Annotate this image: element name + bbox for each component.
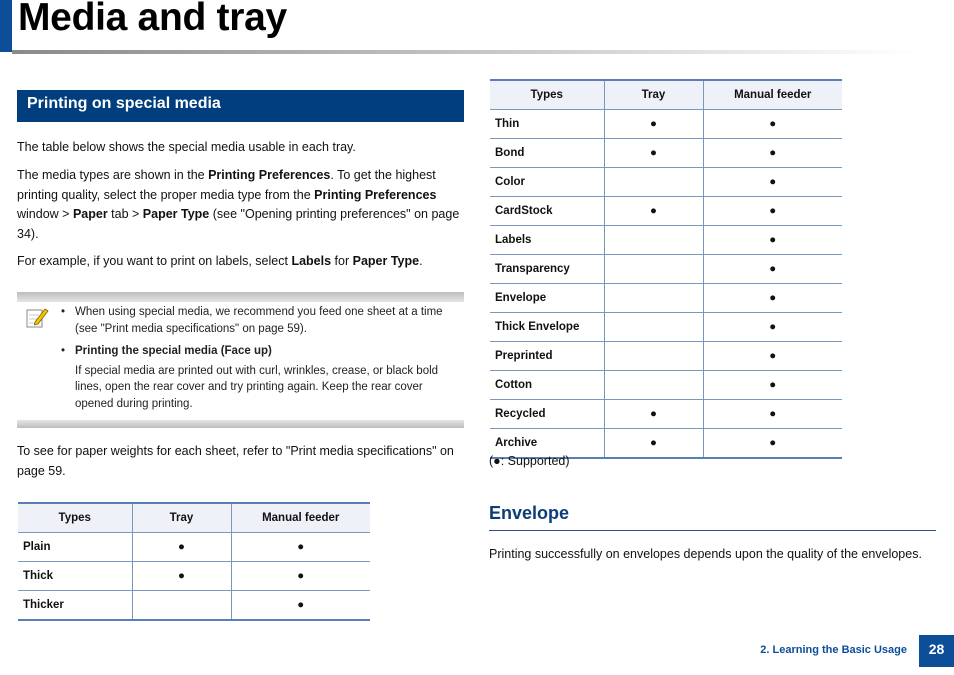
text-run: for [331, 254, 353, 268]
header-types: Types [18, 503, 132, 533]
media-type-cell: Envelope [490, 284, 604, 313]
text-run: The media types are shown in the [17, 168, 209, 182]
manual-feeder-cell: ● [703, 197, 842, 226]
tray-cell: ● [604, 110, 703, 139]
media-table-right [490, 79, 842, 459]
table-row [490, 110, 842, 139]
section-title: Printing on special media [27, 95, 221, 112]
tray-cell: ● [604, 400, 703, 429]
table-row [490, 226, 842, 255]
media-type-cell: Bond [490, 139, 604, 168]
manual-feeder-cell: ● [231, 533, 370, 562]
manual-feeder-cell: ● [703, 226, 842, 255]
intro-paragraph: The table below shows the special media usable in each tray. [17, 140, 356, 154]
media-type-cell: Archive [490, 429, 604, 459]
envelope-heading: Envelope [489, 503, 570, 523]
table-row [490, 255, 842, 284]
media-type-cell: Thick Envelope [490, 313, 604, 342]
manual-feeder-cell: ● [703, 429, 842, 459]
bullet: • [61, 345, 66, 357]
note-item-1 [61, 304, 463, 337]
bold-run: Printing Preferences [208, 168, 331, 182]
header-types: Types [490, 80, 604, 110]
manual-feeder-cell: ● [703, 139, 842, 168]
table-row [18, 562, 370, 591]
supported-legend: (●: Supported) [489, 454, 570, 468]
manual-feeder-cell: ● [703, 342, 842, 371]
table-row [490, 284, 842, 313]
media-type-cell: CardStock [490, 197, 604, 226]
text-run: . [419, 254, 423, 268]
bold-run: Paper [72, 207, 108, 221]
note-top-bar [17, 292, 464, 302]
media-type-cell: Transparency [490, 255, 604, 284]
note-pencil-icon [25, 306, 49, 330]
note-item-text: When using special media, we recommend you feed one sheet at a time (see "Print media specifications" on page 59). [75, 306, 443, 335]
page-title: Media and tray [18, 0, 287, 39]
header-tray: Tray [132, 503, 231, 533]
media-type-cell: Thin [490, 110, 604, 139]
table-row [18, 591, 370, 621]
bold-run: Labels [291, 254, 332, 268]
text-run: window > [17, 207, 73, 221]
bold-run: Paper Type [352, 254, 420, 268]
table-row [490, 313, 842, 342]
note-text [61, 304, 463, 418]
page-number: 28 [919, 635, 954, 667]
tray-cell [604, 342, 703, 371]
text-run: For example, if you want to print on labels, select [17, 254, 292, 268]
envelope-paragraph: Printing successfully on envelopes depends upon the quality of the envelopes. [489, 547, 922, 561]
tray-cell [604, 371, 703, 400]
media-type-cell: Thicker [18, 591, 132, 621]
manual-feeder-cell: ● [703, 313, 842, 342]
manual-feeder-cell: ● [703, 400, 842, 429]
tray-cell: ● [604, 197, 703, 226]
text-run: (see "Opening printing preferences" on page 34). [17, 207, 460, 241]
tray-cell [604, 284, 703, 313]
table-row [490, 197, 842, 226]
paper-weights-paragraph: To see for paper weights for each sheet, refer to "Print media specifications" on page 59. [17, 444, 454, 478]
tray-cell [132, 591, 231, 621]
table-header-row [18, 503, 370, 533]
tray-cell [604, 255, 703, 284]
table-row [490, 371, 842, 400]
manual-feeder-cell: ● [703, 110, 842, 139]
bold-run: Paper Type [142, 207, 210, 221]
bold-run: Printing Preferences [314, 187, 437, 202]
title-accent-bar [0, 0, 12, 52]
tray-cell: ● [604, 139, 703, 168]
table-row [18, 533, 370, 562]
tray-cell: ● [132, 533, 231, 562]
text-run: tab > [107, 207, 143, 221]
table-row [490, 139, 842, 168]
media-type-cell: Cotton [490, 371, 604, 400]
media-type-cell: Labels [490, 226, 604, 255]
title-rule [12, 50, 917, 54]
header-tray: Tray [604, 80, 703, 110]
manual-feeder-cell: ● [231, 591, 370, 621]
header-manual-feeder: Manual feeder [231, 503, 370, 533]
bullet: • [61, 306, 66, 318]
table-row [490, 342, 842, 371]
tray-cell: ● [604, 429, 703, 459]
media-table-left [18, 502, 370, 621]
manual-feeder-cell: ● [703, 168, 842, 197]
section-banner [17, 90, 464, 122]
media-types-paragraph [17, 166, 465, 244]
media-type-cell: Color [490, 168, 604, 197]
note-bottom-bar [17, 420, 464, 428]
tray-cell: ● [132, 562, 231, 591]
note-item-text: If special media are printed out with curl, wrinkles, crease, or black bold lines, open the rear cover and try printing again. Keep the rear cover opened during printing. [75, 364, 439, 410]
footer-chapter-link[interactable]: 2. Learning the Basic Usage [760, 644, 907, 656]
tray-cell [604, 226, 703, 255]
table-header-row [490, 80, 842, 110]
manual-feeder-cell: ● [703, 284, 842, 313]
media-type-cell: Thick [18, 562, 132, 591]
text-run: . To get the highest printing quality, select the proper media type from the [17, 168, 436, 202]
tray-cell [604, 313, 703, 342]
example-paragraph [17, 252, 465, 272]
note-item-2 [61, 343, 463, 412]
table-row [490, 168, 842, 197]
manual-feeder-cell: ● [231, 562, 370, 591]
media-type-cell: Preprinted [490, 342, 604, 371]
table-row [490, 400, 842, 429]
envelope-rule [489, 530, 936, 531]
header-manual-feeder: Manual feeder [703, 80, 842, 110]
tray-cell [604, 168, 703, 197]
manual-feeder-cell: ● [703, 371, 842, 400]
media-type-cell: Recycled [490, 400, 604, 429]
note-item-title: Printing the special media (Face up) [75, 345, 272, 357]
note-box [17, 292, 464, 428]
media-type-cell: Plain [18, 533, 132, 562]
manual-feeder-cell: ● [703, 255, 842, 284]
